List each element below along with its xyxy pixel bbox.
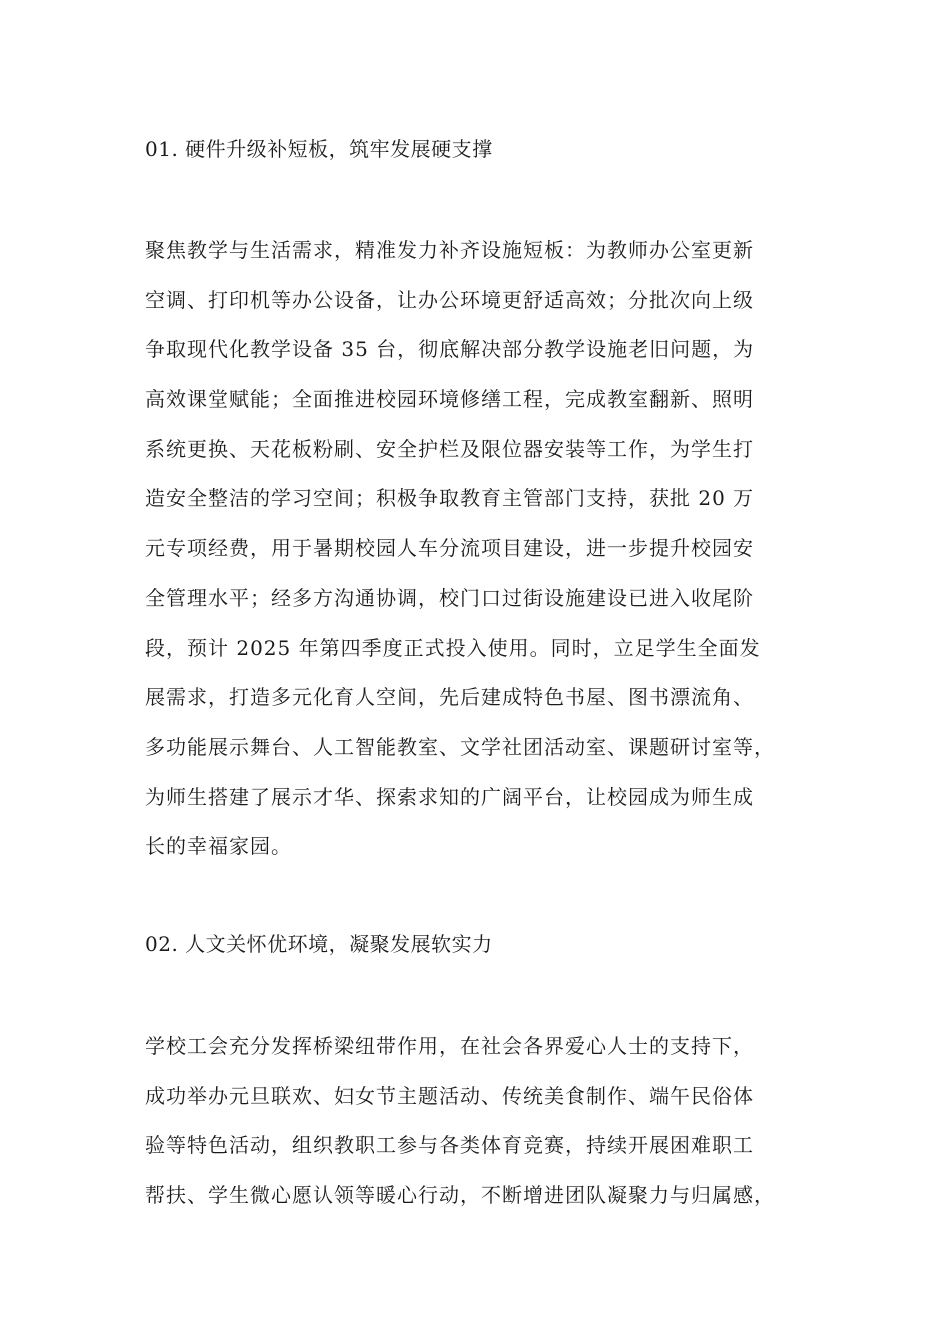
section-2-paragraph [145,1029,835,1228]
paragraph-line: 段，预计 2025 年第四季度正式投入使用。同时，立足学生全面发 [145,635,761,660]
paragraph-line: 学校工会充分发挥桥梁纽带作用，在社会各界爱心人士的支持下， [145,1034,754,1058]
paragraph-line: 帮扶、学生微心愿认领等暖心行动，不断增进团队凝聚力与归属感， [145,1183,775,1208]
paragraph-line: 系统更换、天花板粉刷、安全护栏及限位器安装等工作，为学生打 [145,436,754,461]
paragraph-line: 成功举办元旦联欢、妇女节主题活动、传统美食制作、端午民俗体 [145,1083,754,1108]
paragraph-line: 验等特色活动，组织教职工参与各类体育竞赛，持续开展困难职工 [145,1133,754,1158]
paragraph-line: 展需求，打造多元化育人空间，先后建成特色书屋、图书漂流角、 [145,685,754,710]
section-2-heading: 02. 人文关怀优环境，凝聚发展软实力 [145,932,493,956]
paragraph-line: 高效课堂赋能；全面推进校园环境修缮工程，完成教室翻新、照明 [145,387,754,412]
paragraph-line: 全管理水平；经多方沟通协调，校门口过街设施建设已进入收尾阶 [145,585,754,610]
paragraph-line: 长的幸福家园。 [145,834,292,859]
paragraph-line: 多功能展示舞台、人工智能教室、文学社团活动室、课题研讨室等， [145,734,775,759]
paragraph-line: 元专项经费，用于暑期校园人车分流项目建设，进一步提升校园安 [145,536,754,561]
section-1-paragraph [145,233,835,879]
paragraph-line: 为师生搭建了展示才华、探索求知的广阔平台，让校园成为师生成 [145,784,754,809]
paragraph-line: 争取现代化教学设备 35 台，彻底解决部分教学设施老旧问题，为 [145,337,755,362]
paragraph-line: 聚焦教学与生活需求，精准发力补齐设施短板：为教师办公室更新 [145,238,754,262]
paragraph-line: 造安全整洁的学习空间；积极争取教育主管部门支持，获批 20 万 [145,486,755,511]
paragraph-line: 空调、打印机等办公设备，让办公环境更舒适高效；分批次向上级 [145,287,754,312]
section-1-heading: 01. 硬件升级补短板，筑牢发展硬支撑 [145,137,493,161]
